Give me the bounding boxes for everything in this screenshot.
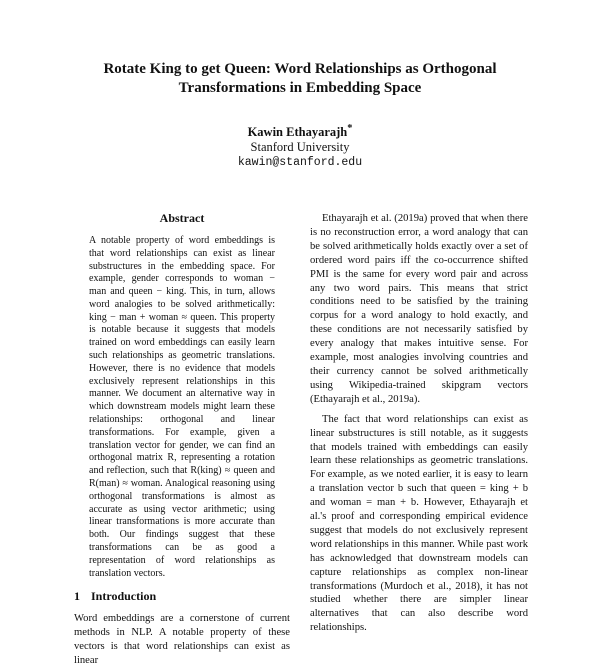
paper-title — [60, 60, 540, 98]
section-title: Introduction — [91, 589, 157, 604]
author-footnote-mark: * — [347, 123, 353, 134]
introduction-text: Word embeddings are a cornerstone of current methods in NLP. A notable property of these vectors is that word relationships can exist as linear — [74, 613, 290, 667]
section-number: 1 — [74, 589, 80, 604]
section-heading-introduction — [74, 590, 290, 604]
author-email: kawin@stanford.edu — [237, 156, 363, 170]
title-line-2: Transformations in Embedding Space — [178, 80, 422, 96]
right-paragraph-1: Ethayarajh et al. (2019a) proved that when there is no reconstruction error, a word analogy that can be solved arithmetically holds exactly over a set of ordered word pairs iff the co-occurrence shifted PMI is the same for every word pair and across any two word pairs. This means that strict conditions need to be satisfied by the training corpus for a word analogy to hold exactly, and these conditions are not necessarily satisfied by every analogy that makes intuitive sense. For example, most analogies involving countries and their currency cannot be solved arithmetically using Wikipedia-trained skipgram vectors (Ethayarajh et al., 2019a). — [310, 213, 528, 405]
right-column — [310, 212, 528, 635]
author-line — [150, 121, 450, 140]
affiliation: Stanford University — [250, 140, 350, 155]
author-block — [150, 121, 450, 170]
abstract-text: A notable property of word embeddings is that word relationships can exist as linear substructures in the embedding space. For example, gender corresponds to woman − man and queen − king. This, in turn, allows word analogies to be solved arithmetically: king − man + woman ≈ queen. This property is notable because it suggests that models trained on word embeddings can easily learn such relationships as geometric translations. However, there is no evidence that models exclusively represent relationships in this manner. We document an alternative way in which downstream models might learn these relationships: orthogonal and linear transformations. For example, given a translation vector for gender, we can find an orthogonal matrix R, representing a rotation and reflection, such that R(king) ≈ queen and R(man) ≈ woman. Analogical reasoning using orthogonal transformations is almost as accurate as using vector arithmetic; using linear transformations is more accurate than both. Our findings suggest that these transformations can be as good a representation of word relationships as translation vectors. — [89, 234, 275, 579]
right-paragraph-2: The fact that word relationships can exist as linear substructures is still notable, as it suggests that models trained with embeddings can easily learn these relationships as geometric translations. For example, as we noted earlier, it is easy to learn a translation vector b such that queen = king + b and woman = man + b. However, Ethayarajh et al.'s proof and corresponding empirical evidence suggest that models do not exclusively represent word relationships in this manner. While past work has acknowledged that downstream models can capture relationships as complex non-linear transformations (Murdoch et al., 2018), it has not studied whether there are simpler linear alternatives that can also describe word relationships. — [310, 413, 528, 634]
author-name: Kawin Ethayarajh — [247, 125, 348, 140]
title-line-1: Rotate King to get Queen: Word Relationships as Orthogonal — [103, 61, 497, 77]
abstract-heading: Abstract — [159, 211, 205, 225]
